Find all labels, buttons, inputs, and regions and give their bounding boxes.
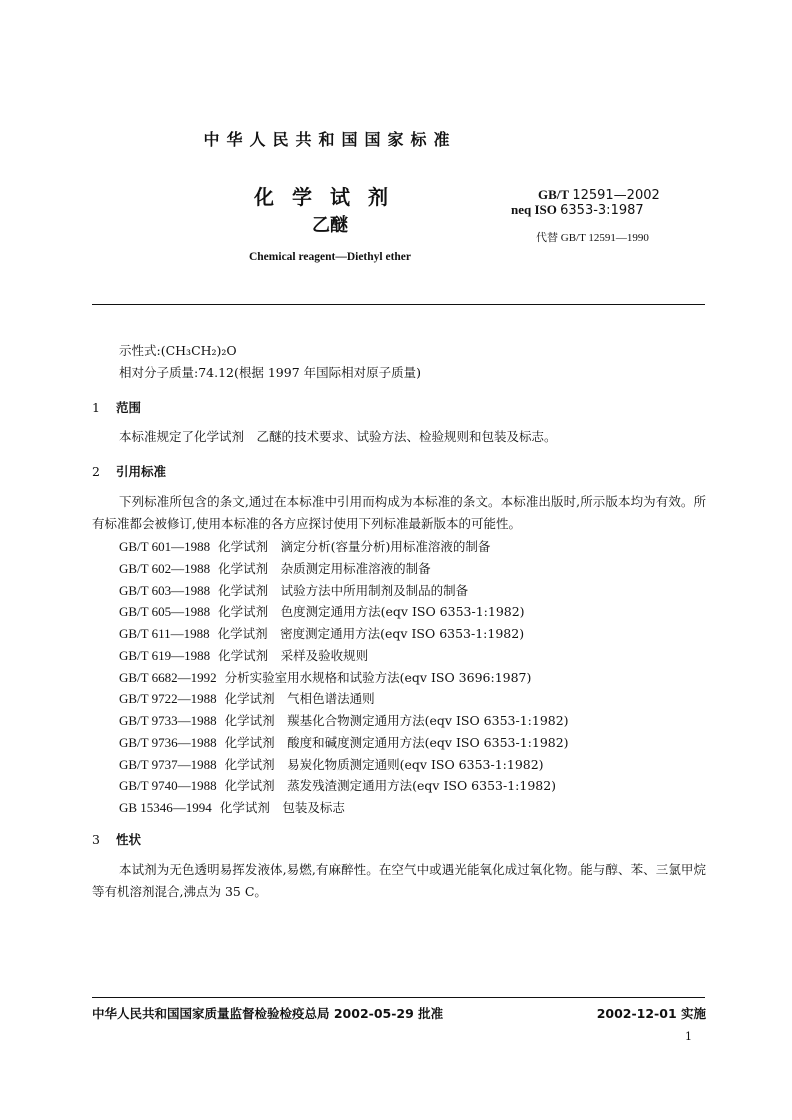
reference-item (119, 797, 569, 819)
reference-item (119, 580, 569, 602)
formula-label: 示性式: (119, 343, 161, 358)
properties-paragraph: 本试剂为无色透明易挥发液体,易燃,有麻醉性。在空气中或遇光能氧化成过氧化物。能与醇、苯、三氯甲烷等有机溶剂混合,沸点为 35 C。 (92, 862, 706, 899)
reference-item (119, 536, 569, 558)
reference-title: 化学试剂 滴定分析(容量分析)用标准溶液的制备 (218, 539, 491, 554)
issuing-authority-header: 中华人民共和国国家标准 (203, 130, 457, 149)
section-title: 性状 (116, 832, 142, 847)
reference-code: GB/T 603—1988 (119, 582, 211, 598)
equivalent-standard-prefix: neq ISO (511, 202, 557, 217)
reference-code: GB/T 9722—1988 (119, 691, 217, 707)
scope-paragraph: 本标准规定了化学试剂 乙醚的技术要求、试验方法、检验规则和包装及标志。 (119, 429, 557, 444)
reference-item (119, 667, 569, 689)
reference-code: GB/T 611—1988 (119, 626, 210, 641)
reference-title: 化学试剂 试验方法中所用制剂及制品的制备 (218, 582, 469, 598)
standard-code-prefix: GB/T (538, 187, 570, 202)
formula-line (119, 341, 237, 359)
reference-title: 化学试剂 易炭化物质测定通则(eqv ISO 6353-1:1982) (224, 756, 544, 772)
reference-title: 化学试剂 包装及标志 (219, 800, 345, 815)
formula-value: (CH₃CH₂)₂O (160, 343, 237, 358)
reference-code: GB/T 6682—1992 (119, 669, 217, 685)
equivalent-standard-number: 6353-3:1987 (560, 203, 644, 218)
reference-title: 化学试剂 密度测定通用方法(eqv ISO 6353-1:1982) (217, 626, 525, 641)
document-subtitle: 乙醚 (312, 215, 348, 236)
section-title: 范围 (116, 400, 142, 415)
reference-code: GB/T 619—1988 (119, 647, 211, 663)
reference-code: GB/T 9737—1988 (119, 756, 217, 772)
approval-statement: 中华人民共和国国家质量监督检验检疫总局 2002-05-29 批准 (92, 1006, 444, 1021)
section-number: 3 (92, 832, 100, 847)
reference-title: 化学试剂 蒸发残渣测定通用方法(eqv ISO 6353-1:1982) (224, 778, 557, 794)
section-number: 2 (92, 464, 100, 479)
header-divider (92, 304, 705, 305)
reference-title: 化学试剂 色度测定通用方法(eqv ISO 6353-1:1982) (218, 604, 525, 620)
reference-item (119, 710, 569, 732)
reference-item (119, 732, 569, 754)
reference-title: 化学试剂 气相色谱法通则 (224, 691, 375, 707)
reference-item (119, 623, 569, 645)
standard-code-number: 12591—2002 (572, 188, 660, 203)
reference-code: GB/T 602—1988 (119, 560, 211, 576)
reference-item (119, 601, 569, 623)
standard-code (538, 187, 660, 203)
document-title: 化学试剂 (254, 185, 406, 209)
section-title: 引用标准 (116, 464, 167, 479)
molar-mass-line: 相对分子质量:74.12(根据 1997 年国际相对原子质量) (119, 365, 422, 380)
reference-title: 化学试剂 采样及验收规则 (218, 647, 369, 663)
section-heading-scope (92, 398, 141, 416)
footer-divider (92, 997, 705, 998)
normative-references-list (119, 536, 569, 819)
reference-item (119, 558, 569, 580)
reference-title: 分析实验室用水规格和试验方法(eqv ISO 3696:1987) (224, 669, 532, 685)
reference-code: GB/T 601—1988 (119, 539, 211, 554)
section-heading-references (92, 462, 166, 480)
reference-item (119, 775, 569, 797)
reference-code: GB/T 9736—1988 (119, 734, 217, 750)
reference-item (119, 645, 569, 667)
reference-item (119, 688, 569, 710)
equivalent-standard (511, 202, 644, 218)
reference-title: 化学试剂 杂质测定用标准溶液的制备 (218, 560, 431, 576)
implementation-date: 2002-12-01 实施 (596, 1006, 706, 1021)
reference-code: GB 15346—1994 (119, 800, 212, 815)
references-intro-paragraph: 下列标准所包含的条文,通过在本标准中引用而构成为本标准的条文。本标准出版时,所示版本均为有效。所有标准都会被修订,使用本标准的各方应探讨使用下列标准最新版本的可能性。 (92, 494, 706, 531)
reference-title: 化学试剂 羰基化合物测定通用方法(eqv ISO 6353-1:1982) (224, 713, 569, 728)
reference-title: 化学试剂 酸度和碱度测定通用方法(eqv ISO 6353-1:1982) (224, 734, 569, 750)
reference-code: GB/T 605—1988 (119, 604, 211, 620)
section-number: 1 (92, 400, 100, 415)
english-title: Chemical reagent—Diethyl ether (248, 251, 412, 263)
page-number: 1 (685, 1030, 692, 1043)
reference-code: GB/T 9733—1988 (119, 713, 217, 728)
replaces-standard: 代替 GB/T 12591—1990 (536, 232, 649, 244)
reference-code: GB/T 9740—1988 (119, 778, 217, 794)
section-heading-properties (92, 830, 141, 848)
reference-item (119, 754, 569, 776)
